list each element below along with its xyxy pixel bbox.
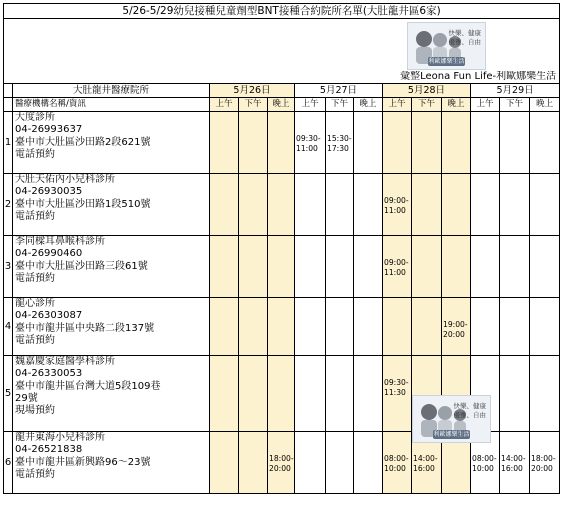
time-text: 11:00 (296, 144, 318, 153)
time-slot (471, 112, 500, 174)
time-slot (239, 432, 268, 494)
clinic-info-line: 04-26330053 (15, 368, 83, 380)
clinic-info-line: 電話預約 (15, 468, 55, 480)
time-slot (239, 356, 268, 432)
time-slot (354, 112, 383, 174)
time-slot (354, 298, 383, 356)
time-slot (268, 356, 295, 432)
time-slot (383, 174, 412, 236)
time-slot (442, 112, 471, 174)
time-text: 15:30- (327, 134, 352, 143)
slot-heading: 上午 (210, 98, 239, 112)
time-slot (295, 432, 326, 494)
clinic-info-line: 李同樑耳鼻喉科診所 (15, 236, 105, 247)
day-heading-2: 5月27日 (295, 84, 383, 98)
time-text: 18:00- (531, 454, 556, 463)
clinic-info-line: 臺中市龍井區中央路二段137號 (15, 322, 155, 334)
time-text: 10:00 (472, 464, 494, 473)
time-slot (412, 236, 442, 298)
clinic-info (13, 112, 210, 174)
slot-heading: 上午 (471, 98, 500, 112)
time-slot (326, 432, 354, 494)
clinic-info-line: 臺中市龍井區新興路96～23號 (15, 456, 151, 468)
slot-heading: 下午 (500, 98, 530, 112)
time-slot (383, 356, 412, 432)
time-slot (500, 432, 530, 494)
time-text: 08:00- (384, 454, 409, 463)
row-index: 3 (4, 236, 13, 298)
slot-heading: 下午 (326, 98, 354, 112)
time-slot (412, 298, 442, 356)
time-text: 20:00 (531, 464, 553, 473)
row-index: 2 (4, 174, 13, 236)
slot-heading: 下午 (412, 98, 442, 112)
clinic-info-line: 04-26990460 (15, 248, 83, 260)
time-text: 11:00 (384, 206, 406, 215)
time-slot (383, 298, 412, 356)
slot-heading: 下午 (239, 98, 268, 112)
time-slot (500, 298, 530, 356)
time-slot (412, 112, 442, 174)
brand-logo (412, 395, 491, 443)
time-slot (326, 174, 354, 236)
stamp-line: 快樂、健康 (448, 29, 481, 37)
area-heading: 大肚龍井醫療院所 (13, 84, 210, 98)
time-text: 16:00 (413, 464, 435, 473)
time-text: 11:00 (384, 268, 406, 277)
time-slot (471, 236, 500, 298)
time-text: 19:00- (443, 320, 468, 329)
clinic-info-line: 龍心診所 (15, 298, 55, 309)
stamp-line: 快樂、健康 (453, 402, 486, 410)
clinic-info-line: 大度診所 (15, 112, 55, 123)
time-slot (530, 356, 560, 432)
day-heading-4: 5月29日 (471, 84, 560, 98)
clinic-info-line: 臺中市大肚區沙田路2段621號 (15, 136, 151, 148)
time-slot (239, 236, 268, 298)
stamp-logo-text: 利歐娜樂生活 (433, 431, 470, 438)
time-slot (354, 236, 383, 298)
time-slot (326, 298, 354, 356)
clinic-info (13, 432, 210, 494)
slot-heading: 晚上 (268, 98, 295, 112)
time-text: 09:30- (384, 378, 409, 387)
clinic-info-line: 大肚天佑內小兒科診所 (15, 174, 115, 185)
time-text: 14:00- (501, 454, 526, 463)
time-slot (239, 298, 268, 356)
time-slot (383, 112, 412, 174)
time-slot (354, 356, 383, 432)
time-slot (530, 236, 560, 298)
time-text: 10:00 (384, 464, 406, 473)
time-slot (530, 174, 560, 236)
slot-heading: 晚上 (530, 98, 560, 112)
clinic-info-line: 電話預約 (15, 272, 55, 284)
slot-heading: 上午 (295, 98, 326, 112)
slot-heading: 上午 (383, 98, 412, 112)
time-slot (295, 236, 326, 298)
table-row (4, 174, 560, 236)
time-text: 16:00 (501, 464, 523, 473)
time-slot (500, 356, 530, 432)
time-slot (268, 112, 295, 174)
time-slot (210, 236, 239, 298)
time-slot (326, 236, 354, 298)
brand-logo (407, 22, 486, 70)
time-slot (412, 174, 442, 236)
time-slot (383, 432, 412, 494)
time-slot (268, 174, 295, 236)
time-slot (500, 174, 530, 236)
time-slot (354, 174, 383, 236)
clinic-info (13, 174, 210, 236)
time-slot (210, 112, 239, 174)
time-text: 20:00 (443, 330, 465, 339)
table-row (4, 112, 560, 174)
clinic-info-line: 電話預約 (15, 148, 55, 160)
time-text: 14:00- (413, 454, 438, 463)
clinic-info-line: 魏嘉慶家庭醫學科診所 (15, 356, 115, 367)
time-slot (530, 432, 560, 494)
clinic-info-line: 電話預約 (15, 334, 55, 346)
day-heading-1: 5月26日 (210, 84, 295, 98)
clinic-info-line: 04-26993637 (15, 124, 83, 136)
time-text: 20:00 (269, 464, 291, 473)
time-slot (442, 174, 471, 236)
time-slot (210, 356, 239, 432)
time-text: 11:30 (384, 388, 406, 397)
row-index: 5 (4, 356, 13, 432)
clinic-info (13, 356, 210, 432)
clinic-info-line: 龍井東海小兒科診所 (15, 432, 105, 443)
time-slot (295, 356, 326, 432)
stamp-line: 優雅、自由 (453, 411, 486, 419)
clinic-info-line: 04-26303087 (15, 310, 83, 322)
time-text: 09:00- (384, 258, 409, 267)
table-row (4, 298, 560, 356)
clinic-info-line: 臺中市大肚區沙田路三段61號 (15, 260, 148, 272)
time-slot (295, 112, 326, 174)
time-slot (210, 298, 239, 356)
row-index: 1 (4, 112, 13, 174)
time-slot (354, 432, 383, 494)
clinic-info (13, 298, 210, 356)
time-slot (239, 112, 268, 174)
page-title: 5/26-5/29幼兒接種兒童劑型BNT接種合約院所名單(大肚龍井區6家) (4, 4, 560, 19)
clinic-info-line: 04-26521838 (15, 444, 83, 456)
time-text: 09:30- (296, 134, 321, 143)
time-text: 17:30 (327, 144, 349, 153)
time-slot (500, 236, 530, 298)
time-slot (268, 236, 295, 298)
time-slot (442, 236, 471, 298)
time-slot (383, 236, 412, 298)
time-slot (295, 174, 326, 236)
time-text: 18:00- (269, 454, 294, 463)
slot-heading: 晚上 (354, 98, 383, 112)
time-slot (210, 174, 239, 236)
slot-heading: 晚上 (442, 98, 471, 112)
stamp-logo-text: 利歐娜樂生活 (428, 58, 465, 65)
time-slot (530, 298, 560, 356)
time-slot (326, 356, 354, 432)
table-row (4, 236, 560, 298)
day-heading-3: 5月28日 (383, 84, 471, 98)
clinic-info-line: 臺中市龍井區台灣大道5段109巷 (15, 380, 161, 392)
time-slot (268, 298, 295, 356)
time-slot (239, 174, 268, 236)
clinic-info-line: 現場預約 (15, 405, 55, 417)
time-slot (268, 432, 295, 494)
time-slot (471, 298, 500, 356)
row-index: 6 (4, 432, 13, 494)
clinic-info (13, 236, 210, 298)
time-slot (295, 298, 326, 356)
credit-line: 彙整Leona Fun Life-利歐娜樂生活 (4, 71, 560, 84)
column-caption: 醫療機構名稱/資訊 (13, 98, 210, 112)
clinic-info-line: 電話預約 (15, 210, 55, 222)
clinic-info-line: 04-26930035 (15, 186, 83, 198)
time-slot (471, 174, 500, 236)
stamp-line: 優雅、自由 (448, 38, 481, 46)
time-slot (500, 112, 530, 174)
time-text: 08:00- (472, 454, 497, 463)
time-slot (326, 112, 354, 174)
row-index: 4 (4, 298, 13, 356)
clinic-info-line: 臺中市大肚區沙田路1段510號 (15, 198, 151, 210)
time-text: 09:00- (384, 196, 409, 205)
time-slot (530, 112, 560, 174)
time-slot (442, 298, 471, 356)
clinic-info-line: 29號 (15, 392, 38, 404)
time-slot (210, 432, 239, 494)
